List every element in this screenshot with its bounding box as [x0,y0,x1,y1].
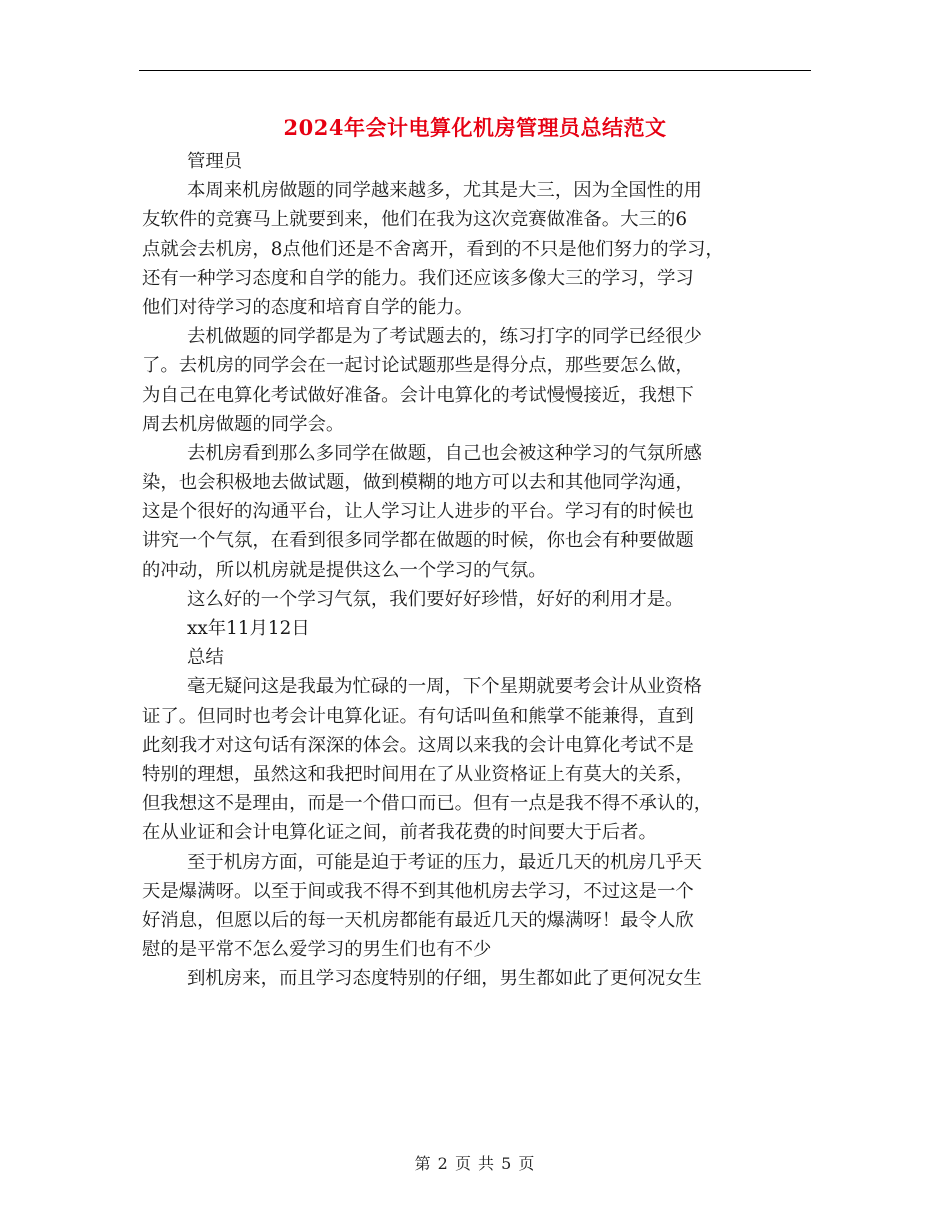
document-title: 2024年会计电算化机房管理员总结范文 [283,115,667,140]
text-line: 此刻我才对这句话有深深的体会。这周以来我的会计电算化考试不是 [142,734,694,756]
text-line: 慰的是平常不怎么爱学习的男生们也有不少 [142,939,492,961]
header-rule [139,70,811,71]
text-line: 但我想这不是理由，而是一个借口而已。但有一点是我不得不承认的， [142,793,713,815]
text-line: 周去机房做题的同学会。 [142,413,345,435]
text-line: 讲究一个气氛，在看到很多同学都在做题的时候，你也会有种要做题 [142,530,694,552]
text-line: 证了。但同时也考会计电算化证。有句话叫鱼和熊掌不能兼得，直到 [142,705,694,727]
text-line: 特别的理想，虽然这和我把时间用在了从业资格证上有莫大的关系， [142,763,694,785]
text-line: 为自己在电算化考试做好准备。会计电算化的考试慢慢接近，我想下 [142,384,694,406]
document-body [142,147,810,993]
text-line: 这是个很好的沟通平台，让人学习让人进步的平台。学习有的时候也 [142,501,694,523]
text-line: 至于机房方面，可能是迫于考证的压力，最近几天的机房几乎天 [187,851,702,873]
page-number: 第 2 页 共 5 页 [414,1154,536,1173]
text-line: 去机房看到那么多同学在做题，自己也会被这种学习的气氛所感 [187,442,702,464]
text-line: 了。去机房的同学会在一起讨论试题那些是得分点，那些要怎么做， [142,355,694,377]
text-line: 好消息，但愿以后的每一天机房都能有最近几天的爆满呀！最令人欣 [142,909,694,931]
text-line: 他们对待学习的态度和培育自学的能力。 [142,296,474,318]
text-line: 总结 [187,647,224,669]
text-line: 天是爆满呀。以至于间或我不得不到其他机房去学习，不过这是一个 [142,880,694,902]
text-line: 去机做题的同学都是为了考试题去的，练习打字的同学已经很少 [187,326,702,348]
text-line: 还有一种学习态度和自学的能力。我们还应该多像大三的学习，学习 [142,267,694,289]
text-line: xx年11月12日 [187,618,310,639]
text-line: 染，也会积极地去做试题，做到模糊的地方可以去和其他同学沟通， [142,472,694,494]
text-line: 管理员 [187,151,243,172]
text-line: 本周来机房做题的同学越来越多，尤其是大三，因为全国性的用 [187,180,702,202]
text-line: 毫无疑问这是我最为忙碌的一周，下个星期就要考会计从业资格 [187,676,702,698]
text-line: 到机房来，而且学习态度特别的仔细，男生都如此了更何况女生 [187,968,702,990]
text-line: 在从业证和会计电算化证之间，前者我花费的时间要大于后者。 [142,822,657,844]
text-line: 这么好的一个学习气氛，我们要好好珍惜，好好的利用才是。 [187,588,684,610]
text-line: 点就会去机房，8点他们还是不舍离开，看到的不只是他们努力的学习， [142,238,724,260]
text-line: 友软件的竞赛马上就要到来，他们在我为这次竞赛做准备。大三的6 [142,209,688,231]
text-line: 的冲动，所以机房就是提供这么一个学习的气氛。 [142,559,547,581]
